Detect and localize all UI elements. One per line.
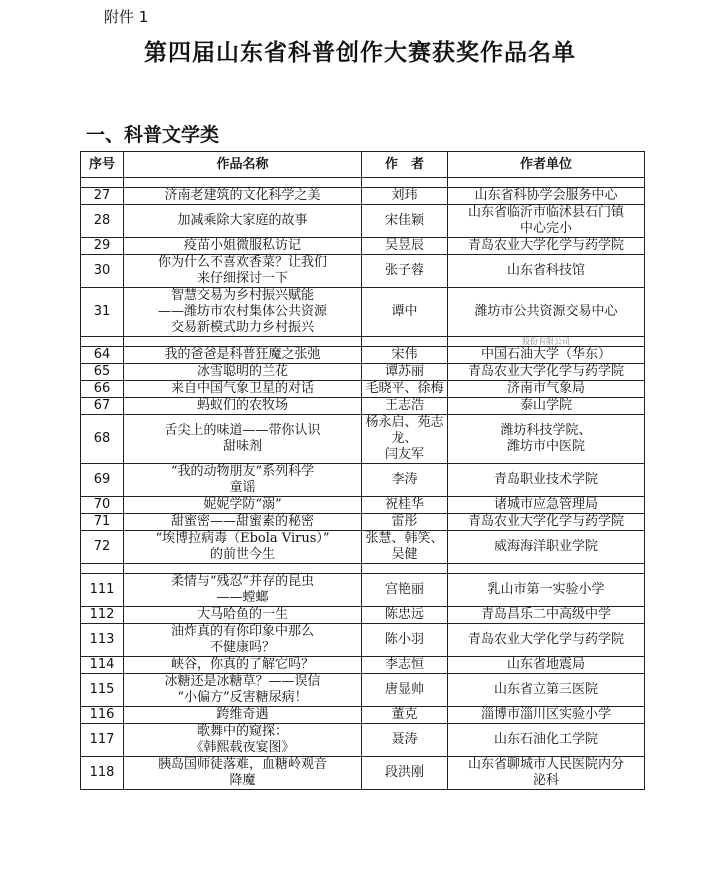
table-row: [81, 607, 645, 624]
gap-cell-unit: [448, 564, 645, 574]
section-heading: 一、科普文学类: [86, 124, 220, 146]
cell-unit: 山东省科协学会服务中心: [448, 188, 645, 205]
table-row: [81, 288, 645, 337]
gap-cell-title: [124, 337, 362, 347]
cell-number: 116: [81, 707, 124, 724]
cell-title: 油炸真的有你印象中那么 不健康吗？: [124, 624, 362, 657]
cell-title: 济南老建筑的文化科学之美: [124, 188, 362, 205]
table-row: [81, 531, 645, 564]
cell-number: 29: [81, 238, 124, 255]
cell-title: 冰糖还是冰糖草？——误信 “小偏方”反害糖尿病！: [124, 674, 362, 707]
table-row: [81, 364, 645, 381]
gap-cell-author: [362, 178, 448, 188]
cell-unit: 泰山学院: [448, 398, 645, 415]
cell-author: 陈小羽: [362, 624, 448, 657]
gap-cell-author: [362, 337, 448, 347]
cell-number: 69: [81, 464, 124, 497]
cell-number: 64: [81, 347, 124, 364]
cell-title: 疫苗小姐微服私访记: [124, 238, 362, 255]
cell-author: 谭中: [362, 288, 448, 337]
cell-author: 吴昱辰: [362, 238, 448, 255]
table-row: [81, 398, 645, 415]
cell-author: 张子蓉: [362, 255, 448, 288]
cell-number: 113: [81, 624, 124, 657]
cell-author: 陈忠远: [362, 607, 448, 624]
cell-unit: 青岛农业大学化学与药学院: [448, 238, 645, 255]
cell-author: 谭苏丽: [362, 364, 448, 381]
cell-unit: 青岛农业大学化学与药学院: [448, 364, 645, 381]
gap-cell-number: [81, 178, 124, 188]
cell-unit: 山东石油化工学院: [448, 724, 645, 757]
table-row: [81, 497, 645, 514]
cell-number: 111: [81, 574, 124, 607]
cell-number: 71: [81, 514, 124, 531]
cell-author: 宋佳颖: [362, 205, 448, 238]
cell-title: 柔情与“残忍”并存的昆虫 ——螳螂: [124, 574, 362, 607]
cell-unit: 乳山市第一实验小学: [448, 574, 645, 607]
gap-cell-number: [81, 337, 124, 347]
cell-author: 宫艳丽: [362, 574, 448, 607]
cell-title: 蚂蚁们的农牧场: [124, 398, 362, 415]
cell-number: 115: [81, 674, 124, 707]
table-row: [81, 724, 645, 757]
cell-unit: 济南市气象局: [448, 381, 645, 398]
cell-unit: 山东省科技馆: [448, 255, 645, 288]
cell-unit: 山东省立第三医院: [448, 674, 645, 707]
cell-unit: 山东省聊城市人民医院内分 泌科: [448, 757, 645, 790]
cell-number: 31: [81, 288, 124, 337]
table-row: [81, 188, 645, 205]
cell-title: 妮妮学防“溺”: [124, 497, 362, 514]
cell-author: 唐显帅: [362, 674, 448, 707]
cell-number: 112: [81, 607, 124, 624]
table-row: [81, 255, 645, 288]
table-row: [81, 464, 645, 497]
cell-author: 董克: [362, 707, 448, 724]
cell-title: 峡谷，你真的了解它吗？: [124, 657, 362, 674]
cell-title: 我的爸爸是科普狂魔之张弛: [124, 347, 362, 364]
column-header-title: 作品名称: [124, 152, 362, 178]
table-row: [81, 657, 645, 674]
table-row: [81, 205, 645, 238]
cell-number: 30: [81, 255, 124, 288]
gap-cell-author: [362, 564, 448, 574]
table-body: [81, 178, 645, 790]
cell-title: 加减乘除大家庭的故事: [124, 205, 362, 238]
table-header-row: [81, 152, 645, 178]
cell-title: 舌尖上的味道——带你认识 甜味剂: [124, 415, 362, 464]
cell-author: 刘玮: [362, 188, 448, 205]
gap-cell-title: [124, 178, 362, 188]
cell-title: 你为什么不喜欢香菜？让我们 来仔细探讨一下: [124, 255, 362, 288]
cell-author: 张慧、韩笑、 吴健: [362, 531, 448, 564]
cell-unit: 潍坊市公共资源交易中心: [448, 288, 645, 337]
cell-number: 70: [81, 497, 124, 514]
gap-cell-number: [81, 564, 124, 574]
cell-number: 65: [81, 364, 124, 381]
cell-title: 大马哈鱼的一生: [124, 607, 362, 624]
cell-number: 28: [81, 205, 124, 238]
cell-unit: 青岛农业大学化学与药学院: [448, 624, 645, 657]
cell-title: 甜蜜密——甜蜜素的秘密: [124, 514, 362, 531]
cell-number: 27: [81, 188, 124, 205]
column-header-number: 序号: [81, 152, 124, 178]
table-gap-row: [81, 564, 645, 574]
cell-author: 宋伟: [362, 347, 448, 364]
table-row: [81, 514, 645, 531]
attachment-label: 附件 1: [104, 8, 149, 26]
cell-unit: 中国石油大学（华东）: [448, 347, 645, 364]
page-title: 第四届山东省科普创作大赛获奖作品名单: [144, 39, 576, 66]
cell-author: 王志浩: [362, 398, 448, 415]
cell-author: 段洪刚: [362, 757, 448, 790]
column-header-unit: 作者单位: [448, 152, 645, 178]
cell-unit: 青岛职业技术学院: [448, 464, 645, 497]
cell-title: “埃博拉病毒（Ebola Virus）” 的前世今生: [124, 531, 362, 564]
table-row: [81, 574, 645, 607]
cell-author: 李志恒: [362, 657, 448, 674]
table-row: [81, 415, 645, 464]
cell-author: 雷彤: [362, 514, 448, 531]
cell-unit: 淄博市淄川区实验小学: [448, 707, 645, 724]
cell-author: 李涛: [362, 464, 448, 497]
cell-number: 67: [81, 398, 124, 415]
cell-number: 118: [81, 757, 124, 790]
cell-unit: 潍坊科技学院、 潍坊市中医院: [448, 415, 645, 464]
cell-number: 68: [81, 415, 124, 464]
cell-unit: 诸城市应急管理局: [448, 497, 645, 514]
cell-unit: 威海海洋职业学院: [448, 531, 645, 564]
cell-author: 杨永启、苑志龙、 闫友军: [362, 415, 448, 464]
cell-unit: 青岛农业大学化学与药学院: [448, 514, 645, 531]
cell-number: 117: [81, 724, 124, 757]
cell-number: 114: [81, 657, 124, 674]
cell-unit: 山东省地震局: [448, 657, 645, 674]
gap-cell-title: [124, 564, 362, 574]
table-row: [81, 238, 645, 255]
cell-unit: 青岛昌乐二中高级中学: [448, 607, 645, 624]
cell-author: 祝桂华: [362, 497, 448, 514]
cell-number: 66: [81, 381, 124, 398]
table-row: [81, 347, 645, 364]
cell-title: 跨维奇遇: [124, 707, 362, 724]
cell-title: 来自中国气象卫星的对话: [124, 381, 362, 398]
cell-unit: 山东省临沂市临沭县石门镇 中心完小: [448, 205, 645, 238]
table-row: [81, 624, 645, 657]
cell-title: 冰雪聪明的兰花: [124, 364, 362, 381]
table-gap-row: [81, 178, 645, 188]
gap-cell-unit: [448, 178, 645, 188]
table-row: [81, 381, 645, 398]
cell-title: 智慧交易为乡村振兴赋能 ——潍坊市农村集体公共资源 交易新模式助力乡村振兴: [124, 288, 362, 337]
cell-number: 72: [81, 531, 124, 564]
table-row: [81, 707, 645, 724]
table-row: [81, 757, 645, 790]
awards-table: [80, 151, 645, 790]
cell-title: 胰岛国师徒落难，血糖岭观音 降魔: [124, 757, 362, 790]
gap-cell-unit: 股份有限公司: [448, 337, 645, 347]
cell-title: “我的动物朋友”系列科学 童谣: [124, 464, 362, 497]
cell-author: 聂涛: [362, 724, 448, 757]
table-row: [81, 674, 645, 707]
table-gap-row: [81, 337, 645, 347]
cell-author: 毛晓平、徐梅: [362, 381, 448, 398]
column-header-author: 作 者: [362, 152, 448, 178]
cell-title: 歌舞中的窥探： 《韩熙载夜宴图》: [124, 724, 362, 757]
